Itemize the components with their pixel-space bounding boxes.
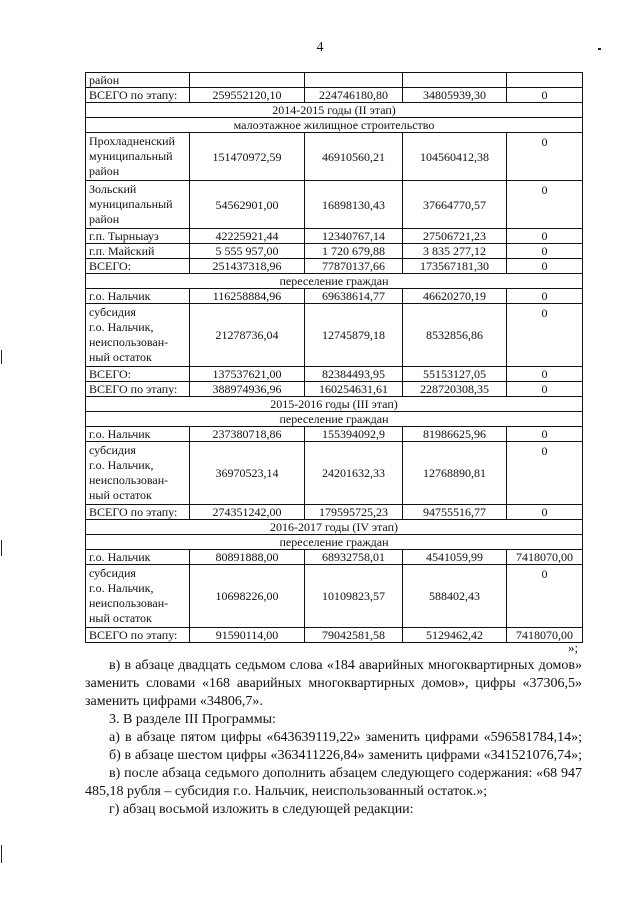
row-label-cell: ВСЕГО: [86, 367, 190, 382]
table-row [86, 133, 583, 181]
body-text [85, 657, 582, 819]
row-label-line: ный остаток [89, 611, 152, 625]
value-cell-c4: 173567181,30 [403, 259, 507, 274]
value-cell-c3: 224746180,80 [305, 88, 403, 103]
value-cell-c4: 34805939,30 [403, 88, 507, 103]
row-label-cell [86, 565, 190, 628]
table-row [86, 628, 583, 643]
table-row [86, 181, 583, 229]
table-row [86, 427, 583, 442]
row-label-line: ный остаток [89, 488, 152, 502]
value-cell-c5 [507, 73, 583, 88]
table-section-header [86, 118, 583, 133]
row-label-line: г.о. Нальчик, [89, 458, 154, 472]
value-cell-c5: 0 [507, 382, 583, 397]
value-cell-c5: 0 [507, 181, 583, 229]
row-label-line: район [89, 164, 120, 178]
paragraph-v-27: в) в абзаце двадцать седьмом слова «184 аварийных многоквартирных домов» заменить словами «168 аварийных многоквартирных домов», цифры «37306,5» заменить цифрами «34806,7». [85, 658, 582, 709]
table-row [86, 550, 583, 565]
section-header-cell: малоэтажное жилищное строительство [86, 118, 583, 133]
value-cell-c2: 151470972,59 [190, 133, 305, 181]
row-label-cell: г.п. Тырныауз [86, 229, 190, 244]
row-label-line: ный остаток [89, 350, 152, 364]
table-row [86, 289, 583, 304]
value-cell-c3: 160254631,61 [305, 382, 403, 397]
table-section-header [86, 274, 583, 289]
value-cell-c3 [305, 73, 403, 88]
value-cell-c5: 0 [507, 289, 583, 304]
value-cell-c3: 24201632,33 [305, 442, 403, 505]
value-cell-c2: 42225921,44 [190, 229, 305, 244]
value-cell-c5: 0 [507, 442, 583, 505]
value-cell-c5: 0 [507, 88, 583, 103]
value-cell-c3: 12745879,18 [305, 304, 403, 367]
paragraph-section-3: 3. В разделе III Программы: [109, 712, 276, 727]
scan-mark-left-1 [1, 350, 2, 364]
value-cell-c4: 8532856,86 [403, 304, 507, 367]
section-header-cell: 2014-2015 годы (II этап) [86, 103, 583, 118]
paragraph-b: б) в абзаце шестом цифры «363411226,84» заменить цифрами «341521076,74»; [109, 748, 582, 763]
scan-mark-top [598, 48, 601, 50]
value-cell-c2: 36970523,14 [190, 442, 305, 505]
value-cell-c2: 274351242,00 [190, 505, 305, 520]
value-cell-c5: 7418070,00 [507, 628, 583, 643]
row-label-line: неиспользован- [89, 335, 169, 349]
table-row [86, 229, 583, 244]
value-cell-c4: 4541059,99 [403, 550, 507, 565]
value-cell-c5: 0 [507, 229, 583, 244]
row-label-cell: район [86, 73, 190, 88]
value-cell-c3: 155394092,9 [305, 427, 403, 442]
value-cell-c3: 10109823,57 [305, 565, 403, 628]
value-cell-c3: 79042581,58 [305, 628, 403, 643]
value-cell-c5: 0 [507, 244, 583, 259]
value-cell-c3: 1 720 679,88 [305, 244, 403, 259]
row-label-line: Прохладненский [89, 134, 175, 148]
value-cell-c3: 12340767,14 [305, 229, 403, 244]
quote-end: »; [568, 640, 579, 655]
table-row [86, 382, 583, 397]
value-cell-c2: 80891888,00 [190, 550, 305, 565]
row-label-cell [86, 442, 190, 505]
paragraph-v: в) после абзаца седьмого дополнить абзацем следующего содержания: «68 947 485,18 рубля – субсидия г.о. Нальчик, неиспользованный остаток.»; [85, 766, 582, 799]
value-cell-c5: 7418070,00 [507, 550, 583, 565]
section-header-cell: переселение граждан [86, 412, 583, 427]
value-cell-c2: 54562901,00 [190, 181, 305, 229]
value-cell-c4: 27506721,23 [403, 229, 507, 244]
row-label-cell: г.п. Майский [86, 244, 190, 259]
value-cell-c3: 16898130,43 [305, 181, 403, 229]
table-row [86, 505, 583, 520]
value-cell-c4: 94755516,77 [403, 505, 507, 520]
row-label-line: субсидия [89, 443, 136, 457]
row-label-line: г.о. Нальчик, [89, 581, 154, 595]
value-cell-c3: 77870137,66 [305, 259, 403, 274]
row-label-cell: ВСЕГО: [86, 259, 190, 274]
row-label-cell: г.о. Нальчик [86, 289, 190, 304]
value-cell-c4: 55153127,05 [403, 367, 507, 382]
value-cell-c4: 37664770,57 [403, 181, 507, 229]
section-header-cell: переселение граждан [86, 535, 583, 550]
table-row [86, 304, 583, 367]
row-label-line: муниципальный [89, 197, 173, 211]
value-cell-c4 [403, 73, 507, 88]
table-row [86, 244, 583, 259]
row-label-line: неиспользован- [89, 473, 169, 487]
value-cell-c2: 259552120,10 [190, 88, 305, 103]
value-cell-c2 [190, 73, 305, 88]
value-cell-c2: 137537621,00 [190, 367, 305, 382]
section-header-cell: 2016-2017 годы (IV этап) [86, 520, 583, 535]
table-section-header [86, 412, 583, 427]
table-row [86, 259, 583, 274]
row-label-cell [86, 133, 190, 181]
value-cell-c4: 81986625,96 [403, 427, 507, 442]
value-cell-c2: 10698226,00 [190, 565, 305, 628]
table-row [86, 367, 583, 382]
paragraph-a: а) в абзаце пятом цифры «643639119,22» заменить цифрами «596581784,14»; [109, 730, 582, 745]
value-cell-c2: 21278736,04 [190, 304, 305, 367]
row-label-cell: ВСЕГО по этапу: [86, 382, 190, 397]
row-label-line: район [89, 212, 120, 226]
value-cell-c3: 69638614,77 [305, 289, 403, 304]
row-label-cell: ВСЕГО по этапу: [86, 505, 190, 520]
value-cell-c2: 116258884,96 [190, 289, 305, 304]
value-cell-c4: 588402,43 [403, 565, 507, 628]
value-cell-c3: 46910560,21 [305, 133, 403, 181]
value-cell-c5: 0 [507, 304, 583, 367]
value-cell-c4: 12768890,81 [403, 442, 507, 505]
row-label-line: г.о. Нальчик, [89, 320, 154, 334]
value-cell-c3: 82384493,95 [305, 367, 403, 382]
value-cell-c2: 91590114,00 [190, 628, 305, 643]
value-cell-c5: 0 [507, 133, 583, 181]
row-label-cell [86, 304, 190, 367]
value-cell-c5: 0 [507, 565, 583, 628]
value-cell-c4: 228720308,35 [403, 382, 507, 397]
row-label-line: неиспользован- [89, 596, 169, 610]
value-cell-c5: 0 [507, 505, 583, 520]
value-cell-c2: 237380718,86 [190, 427, 305, 442]
value-cell-c5: 0 [507, 367, 583, 382]
row-label-line: муниципальный [89, 149, 173, 163]
table-section-header [86, 535, 583, 550]
table-row [86, 565, 583, 628]
section-header-cell: 2015-2016 годы (III этап) [86, 397, 583, 412]
value-cell-c4: 46620270,19 [403, 289, 507, 304]
table-section-header [86, 103, 583, 118]
scan-mark-left-2 [1, 540, 2, 556]
value-cell-c3: 68932758,01 [305, 550, 403, 565]
row-label-line: субсидия [89, 305, 136, 319]
funding-table [85, 72, 583, 643]
table-row [86, 442, 583, 505]
value-cell-c4: 5129462,42 [403, 628, 507, 643]
value-cell-c4: 104560412,38 [403, 133, 507, 181]
section-header-cell: переселение граждан [86, 274, 583, 289]
value-cell-c2: 251437318,96 [190, 259, 305, 274]
table-section-header [86, 397, 583, 412]
table-row [86, 73, 583, 88]
row-label-cell: ВСЕГО по этапу: [86, 628, 190, 643]
table-section-header [86, 520, 583, 535]
value-cell-c5: 0 [507, 259, 583, 274]
row-label-line: Зольский [89, 182, 137, 196]
value-cell-c3: 179595725,23 [305, 505, 403, 520]
value-cell-c2: 388974936,96 [190, 382, 305, 397]
value-cell-c2: 5 555 957,00 [190, 244, 305, 259]
paragraph-g: г) абзац восьмой изложить в следующей редакции: [109, 802, 414, 817]
page-number: 4 [316, 40, 324, 55]
scan-mark-left-3 [1, 845, 2, 863]
row-label-cell: г.о. Нальчик [86, 427, 190, 442]
value-cell-c5: 0 [507, 427, 583, 442]
table-row [86, 88, 583, 103]
value-cell-c4: 3 835 277,12 [403, 244, 507, 259]
row-label-line: субсидия [89, 566, 136, 580]
row-label-cell: ВСЕГО по этапу: [86, 88, 190, 103]
row-label-cell [86, 181, 190, 229]
row-label-cell: г.о. Нальчик [86, 550, 190, 565]
